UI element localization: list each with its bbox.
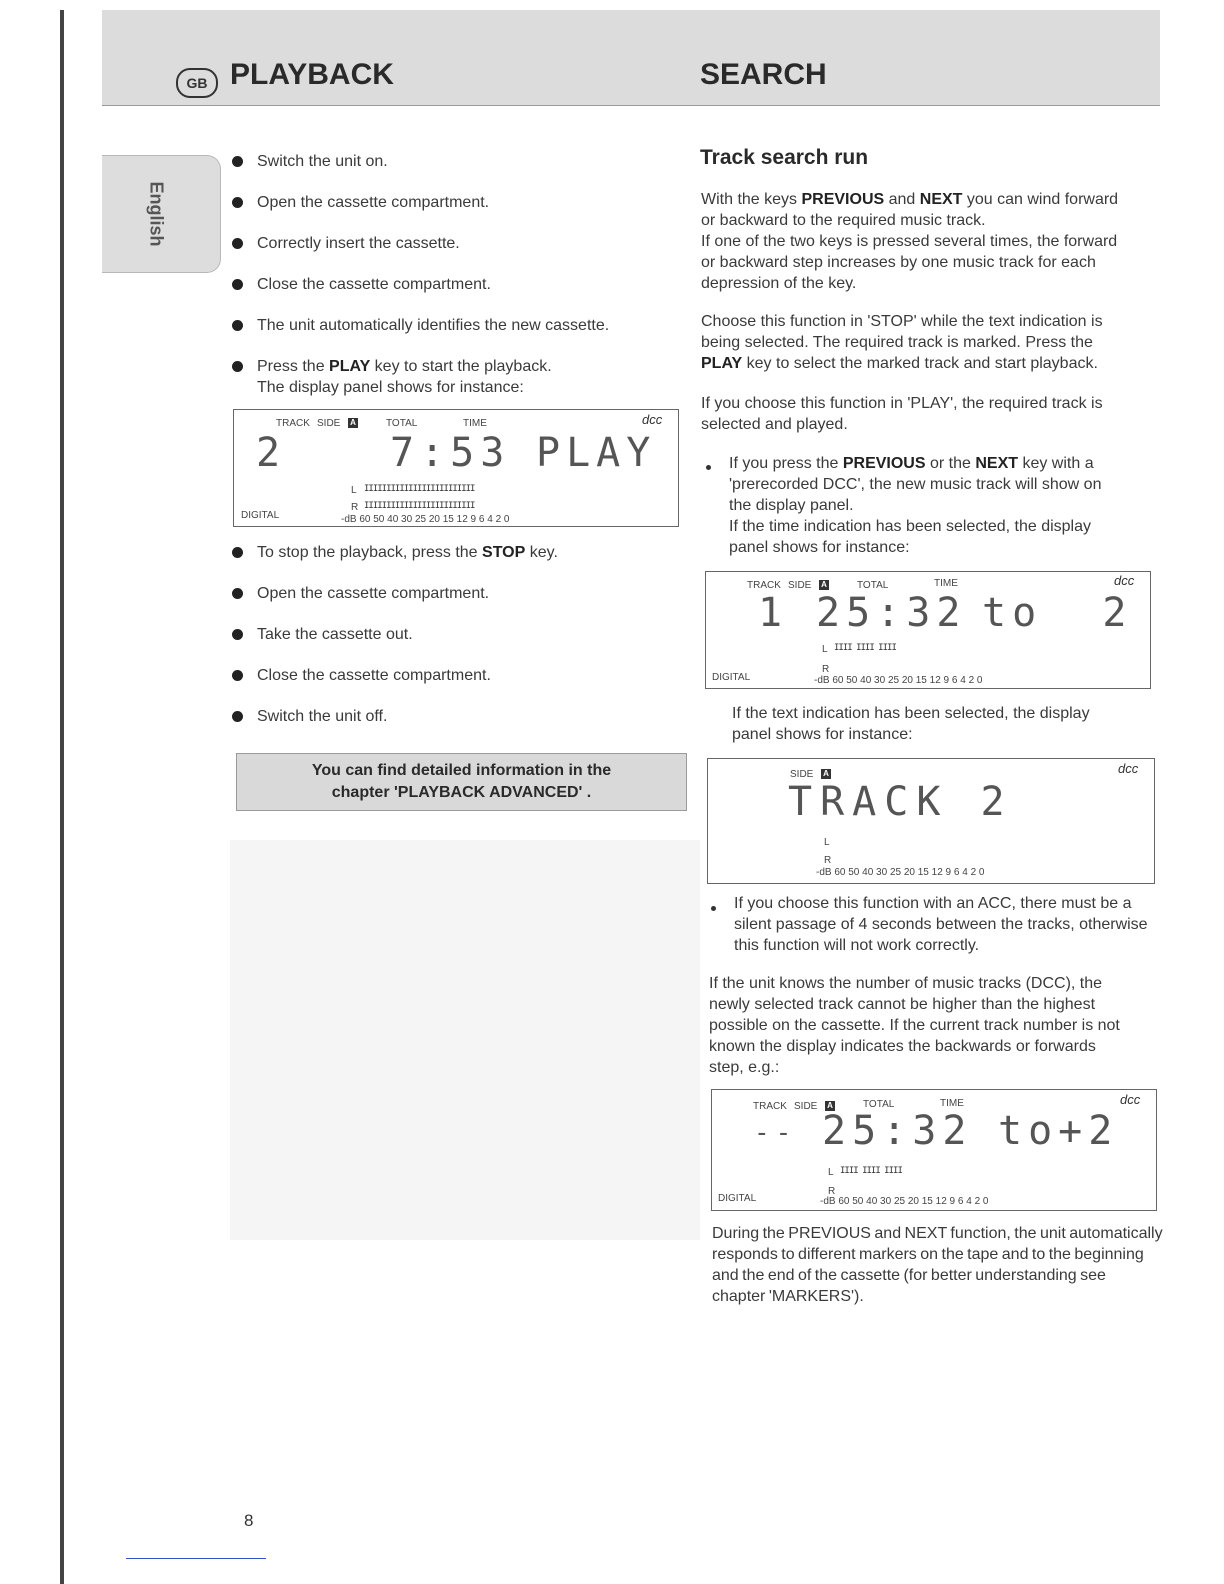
display-panel-play: TRACK SIDE A TOTAL TIME dcc 2 7:53 PLAY L IIIIIIIIIIIIIIIIIIIIIIIII R IIIIIIIIIIIIIIIIIIIIIIIII DIGITAL -dB 60 50 40 30 25 20 15 12 9 6 4 2 0 <box>233 409 679 527</box>
steps-list-1 <box>230 151 690 398</box>
display-panel-text: SIDE A dcc TRACK 2 L R -dB 60 50 40 30 25 20 15 12 9 6 4 2 0 <box>707 758 1155 884</box>
db-scale: -dB 60 50 40 30 25 20 15 12 9 6 4 2 0 <box>816 867 985 878</box>
bullet-icon <box>232 279 243 290</box>
paragraph-4: If the unit knows the number of music tracks (DCC), the newly selected track cannot be higher than the highest possible on the cassette. If the current track number is not known the display indicates the backwards or forwards step, e.g.: <box>709 975 1120 1076</box>
bullet-icon <box>711 906 716 911</box>
level-bars-right: IIIIIIIIIIIIIIIIIIIIIIIII <box>364 501 475 511</box>
bullet-icon <box>232 238 243 249</box>
list-item: Press the PLAY key to start the playback. The display panel shows for instance: <box>230 356 690 398</box>
paragraph-1: With the keys PREVIOUS and NEXT you can wind forward or backward to the required music track. If one of the two keys is pressed several times, the forward or backward step increases by one music track for each depression of the key. <box>701 191 1119 292</box>
text-digits: to 2 <box>982 590 1133 636</box>
bullet-icon <box>232 629 243 640</box>
text-digits: PLAY <box>536 430 657 476</box>
list-item: Correctly insert the cassette. <box>230 233 690 254</box>
list-item: Close the cassette compartment. <box>230 665 690 686</box>
bullet-paragraph-1: If you press the PREVIOUS or the NEXT key with a 'prerecorded DCC', the new music track will show on the display panel. If the time indication has been selected, the display panel shows for instance: <box>729 455 1102 556</box>
language-tab-label: English <box>146 181 167 247</box>
info-box: You can find detailed information in the chapter 'PLAYBACK ADVANCED' . <box>236 753 687 811</box>
bullet-icon <box>232 711 243 722</box>
page-number: 8 <box>244 1511 254 1530</box>
time-digits: 25:32 <box>816 590 967 636</box>
bullet-icon <box>706 465 711 470</box>
bullet-icon <box>232 670 243 681</box>
time-digits: 25:32 <box>822 1108 973 1154</box>
db-scale: -dB 60 50 40 30 25 20 15 12 9 6 4 2 0 <box>814 675 983 686</box>
bullet-icon <box>232 361 243 372</box>
list-item: Open the cassette compartment. <box>230 192 690 213</box>
display-panel-time: TRACK SIDE A TOTAL TIME dcc 1 25:32 to 2 L IIII IIII IIII R DIGITAL -dB 60 50 40 30 25 20 15 12 9 6 4 2 0 <box>705 571 1151 689</box>
gb-language-badge: GB <box>176 68 218 98</box>
dcc-logo-icon: dcc <box>642 412 663 427</box>
list-item: The unit automatically identifies the new cassette. <box>230 315 690 336</box>
text-digits: to+2 <box>998 1108 1119 1154</box>
show-through-shade <box>230 840 700 1240</box>
bullet-icon <box>232 156 243 167</box>
db-scale: -dB 60 50 40 30 25 20 15 12 9 6 4 2 0 <box>341 514 510 525</box>
db-scale: -dB 60 50 40 30 25 20 15 12 9 6 4 2 0 <box>820 1196 989 1207</box>
text-digits: TRACK 2 <box>788 779 1013 825</box>
steps-list-2 <box>230 542 690 727</box>
bullet-icon <box>232 547 243 558</box>
page-binding-edge <box>60 10 64 1584</box>
display-panel-step: TRACK SIDE A TOTAL TIME dcc -- 25:32 to+2 L IIII IIII IIII R DIGITAL -dB 60 50 40 30 25 20 15 12 9 6 4 2 0 <box>711 1089 1157 1211</box>
bullet-paragraph-2: If you choose this function with an ACC, there must be a silent passage of 4 seconds between the tracks, otherwise this function will not work correctly. <box>734 895 1148 954</box>
paragraph-2: Choose this function in 'STOP' while the text indication is being selected. The required track is marked. Press the PLAY key to select the marked track and start playback. <box>701 313 1103 372</box>
level-bars-left: IIII IIII IIII <box>834 643 896 653</box>
time-digits: 7:53 <box>390 430 511 476</box>
list-item: To stop the playback, press the STOP key. <box>230 542 690 563</box>
text-indication-paragraph: If the text indication has been selected, the display panel shows for instance: <box>732 705 1090 743</box>
footer-rule <box>126 1558 266 1559</box>
track-digits: -- <box>754 1118 798 1148</box>
paragraph-3: If you choose this function in 'PLAY', the required track is selected and played. <box>701 395 1103 433</box>
header-title-playback: PLAYBACK <box>230 58 394 91</box>
list-item: Switch the unit off. <box>230 706 690 727</box>
level-bars-left: IIII IIII IIII <box>840 1166 902 1176</box>
track-digits: 2 <box>256 430 287 476</box>
list-item: Close the cassette compartment. <box>230 274 690 295</box>
subheading: Track search run <box>700 146 869 169</box>
dcc-logo-icon: dcc <box>1114 573 1135 588</box>
bullet-icon <box>232 320 243 331</box>
list-item: Switch the unit on. <box>230 151 690 172</box>
level-bars-left: IIIIIIIIIIIIIIIIIIIIIIIII <box>364 484 475 494</box>
list-item: Open the cassette compartment. <box>230 583 690 604</box>
bullet-icon <box>232 197 243 208</box>
track-digits: 1 <box>758 590 789 636</box>
list-item: Take the cassette out. <box>230 624 690 645</box>
bullet-icon <box>232 588 243 599</box>
dcc-logo-icon: dcc <box>1120 1092 1141 1107</box>
dcc-logo-icon: dcc <box>1118 761 1139 776</box>
header-title-search: SEARCH <box>700 58 827 91</box>
paragraph-5: During the PREVIOUS and NEXT function, the unit automatically responds to different markers on the tape and to the beginning and the end of the cassette (for better understanding see chapter 'MARKERS'). <box>712 1225 1163 1305</box>
